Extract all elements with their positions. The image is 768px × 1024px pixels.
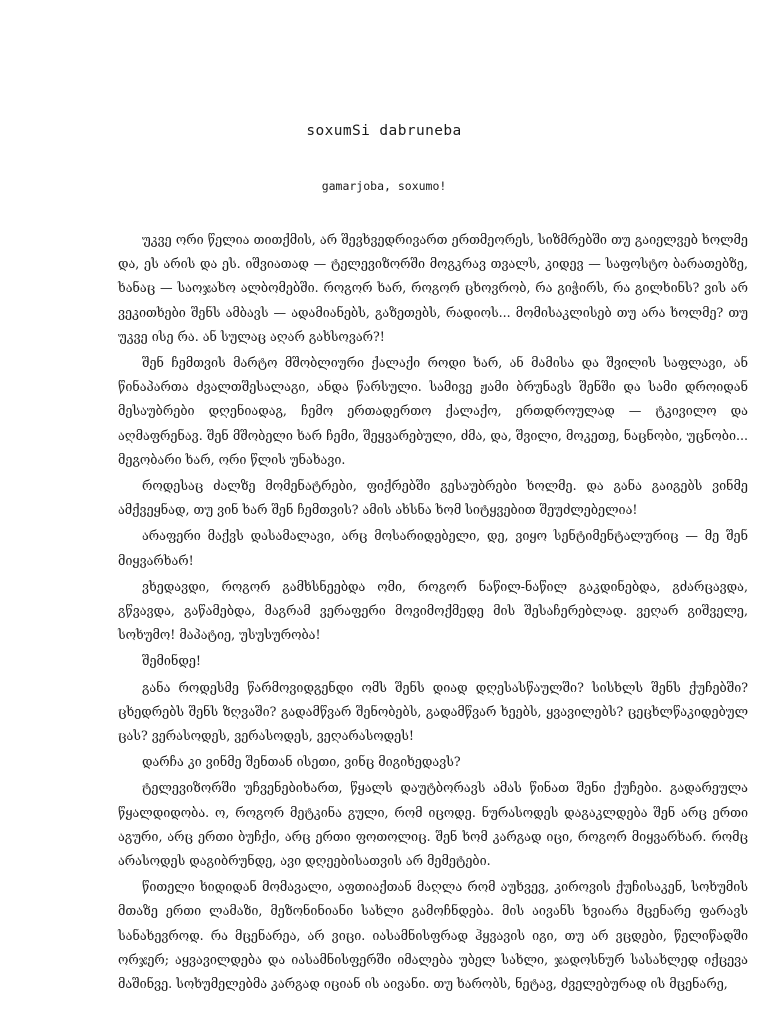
paragraph: შემინდე!	[142, 653, 201, 669]
paragraph: ვხედავდი, როგორ გამხსნეებდა ომი, როგორ ნაწილ-ნაწილ გაკდინებდა, გძარცავდა, გწვავდა, გაწამებდა, მაგრამ ვერაფერი მოვიმოქმედე მის შესაჩერებლად. ვეღარ გიშველე, სოხუმო! მაპატიე, უსუსურობა!	[118, 578, 748, 643]
paragraph: უკვე ორი წელია თითქმის, არ შევხვედრივართ ერთმეორეს, სიზმრებში თუ გაიელვებ ხოლმე და, ეს არის და ეს. იშვიათად — ტელევიზორში მოგკრავ თვალს, კიდევ — საფოსტო ბარათებზე, ხანაც — საოჯახო ალბომებში. როგორ ხარ, როგორ ცხოვრობ, რა გიჭირს, რა გილხინს? ვის არ ვეკითხები შენს ამბავს — ადამიანებს, გაზეთებს, რადიოს... მომისაკლისებ თუ არა ხოლმე? თუ უკვე ისე რა. ან სულაც აღარ გახსოვარ?!	[118, 232, 748, 344]
paragraph: როდესაც ძალზე მომენატრები, ფიქრებში გესაუბრები ხოლმე. და განა გაიგებს ვინმე ამქვეყნად, თუ ვინ ხარ შენ ჩემთვის? ამის ახსნა ხომ სიტყვებით შეუძლებელია!	[118, 478, 748, 518]
document-subtitle: gamarjoba, soxumo!	[321, 179, 447, 193]
paragraph: განა როდესმე წარმოვიდგენდი ომს შენს დიად დღესასწაულში? სისხლს შენს ქუჩებში? ცხედრებს შენს ზღვაში? გადამწვარ შენობებს, გადამწვარ ხეებს, ყვავილებს? ცეცხლწაკიდებულ ცას? ვერასოდეს, ვერასოდეს, ვეღარასოდეს!	[118, 679, 748, 744]
document-title: soxumSi dabruneba	[306, 123, 462, 139]
paragraph: არაფერი მაქვს დასამალავი, არც მოსარიდებელი, დე, ვიყო სენტიმენტალურიც — მე შენ მიყვარხარ!	[118, 528, 748, 568]
paragraph: წითელი ხიდიდან მომავალი, აფთიაქთან მაღლა რომ აუხვევ, კიროვის ქუჩისაკენ, სოხუმის მთაზე ერთი ლამაზი, მეზონინიანი სახლი გამოჩნდება. მის აივანს ხვიარა მცენარე ფარავს სანახევროდ. რა მცენარეა, არ ვიცი. იასამნისფრად ჰყვავის იგი, თუ არ ვცდები, წელიწადში ორჯერ; აყვავილდება და იასამნისფერში იმალება უბელ სახლი, ჯადოსნურ სასახლედ იქცევა მაშინვე. სოხუმელებმა კარგად იციან ის აივანი. თუ ხარობს, ნეტავ, ძველებურად ის მცენარე,	[118, 879, 748, 992]
paragraph: დარჩა კი ვინმე შენთან ისეთი, ვინც მიგიხედავს?	[142, 754, 461, 770]
paragraph: ტელევიზორში უჩვენებიხართ, წყალს დაუტბორავს ამას წინათ შენი ქუჩები. გადარეულა წყალდიდობა. ო, როგორ მეტკინა გული, რომ იცოდე. ნურასოდეს დაგაკლდება შენ არც ერთი აგური, არც ერთი ბუჩქი, არც ერთი ფოთოლიც. შენ ხომ კარგად იცი, როგორ მიყვარხარ. რომც არასოდეს დაგიბრუნდე, ავი დღეებისათვის არ მემეტები.	[118, 780, 748, 869]
document-body	[118, 228, 748, 998]
paragraph: შენ ჩემთვის მარტო მშობლიური ქალაქი როდი ხარ, ან მამისა და შვილის საფლავი, ან წინაპართა ძვალთშესალაგი, ანდა წარსული. სამივე ჟამი ბრუნავს შენში და სამი დროიდან მესაუბრები დღენიადაგ, ჩემო ერთადერთო ქალაქო, ერთდროულად — ტკივილო და აღმაფრენავ. შენ მშობელი ხარ ჩემი, შეყვარებული, ძმა, და, შვილი, მოკეთე, ნაცნობი, უცნობი... მეგობარი ხარ, ორი წლის უნახავი.	[118, 355, 748, 467]
